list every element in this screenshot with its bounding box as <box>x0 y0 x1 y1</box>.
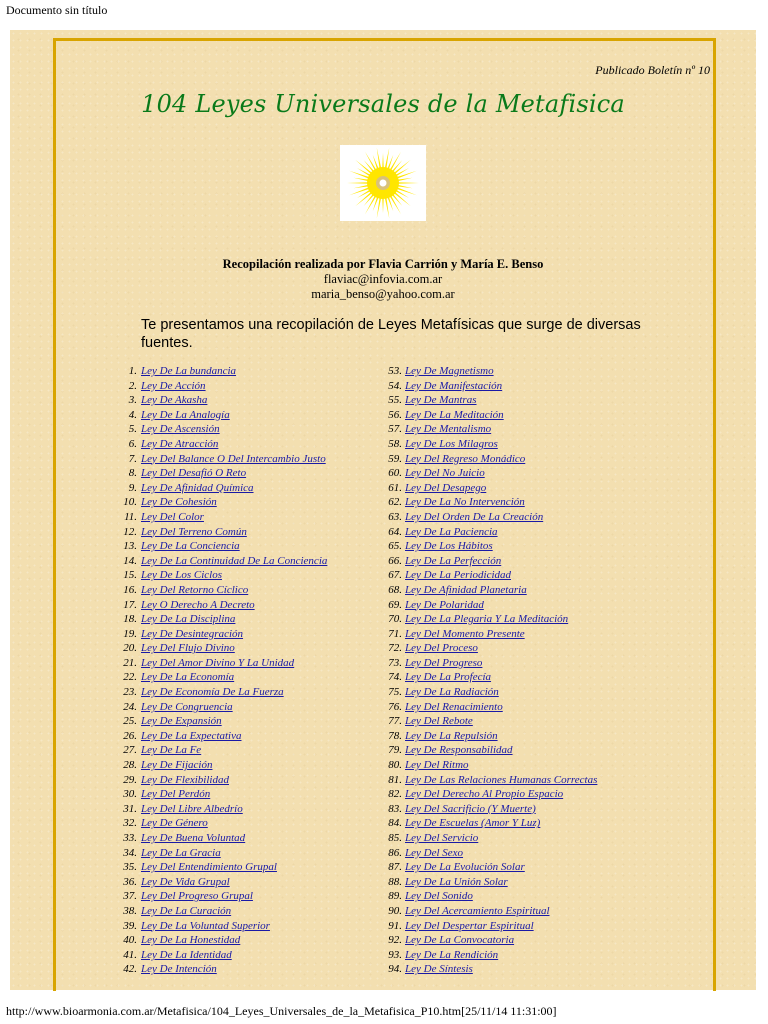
law-item <box>362 773 692 788</box>
law-number: 1. <box>128 365 137 377</box>
law-item <box>10 860 370 875</box>
law-item <box>362 525 692 540</box>
law-number: 82. <box>388 788 402 801</box>
law-number: 54. <box>388 379 402 392</box>
sun-icon <box>340 145 426 221</box>
law-item <box>362 408 692 423</box>
law-item <box>362 539 692 554</box>
email-link-1[interactable]: flaviac@infovia.com.ar <box>323 272 443 286</box>
law-item <box>362 583 692 598</box>
law-number: 3. <box>128 394 137 407</box>
law-item <box>362 466 692 481</box>
law-link[interactable]: Ley De Vida Grupal <box>141 875 230 888</box>
law-number: 85. <box>388 832 402 844</box>
law-link[interactable]: Ley De La Meditación <box>405 408 504 421</box>
law-link[interactable]: Ley De Los Ciclos <box>141 569 222 582</box>
law-link[interactable]: Ley Del Balance O Del Intercambio Justo <box>141 452 326 465</box>
law-link[interactable]: Ley De Manifestación <box>405 379 503 392</box>
law-number: 20. <box>123 642 137 655</box>
law-number: 19. <box>123 627 137 640</box>
law-link[interactable]: Ley De La Economía <box>141 671 235 684</box>
law-number: 71. <box>388 627 402 640</box>
law-link[interactable]: Ley De Magnetismo <box>405 365 494 377</box>
law-item <box>10 816 370 831</box>
law-number: 16. <box>123 583 137 596</box>
law-item <box>10 875 370 890</box>
law-number: 87. <box>388 861 402 874</box>
law-item <box>362 364 692 379</box>
law-item <box>10 714 370 729</box>
law-link[interactable]: Ley De La Analogía <box>141 408 230 421</box>
law-item <box>10 773 370 788</box>
law-link[interactable]: Ley Del Momento Presente <box>405 627 525 640</box>
law-item <box>10 729 370 744</box>
law-number: 86. <box>388 846 402 859</box>
law-link[interactable]: Ley De Mantras <box>405 394 477 407</box>
law-link[interactable]: Ley Del Desapego <box>405 481 487 494</box>
law-number: 56. <box>388 408 402 421</box>
law-link[interactable]: Ley De Síntesis <box>405 963 473 976</box>
authors-line: Recopilación realizada por Flavia Carrión y María E. Benso <box>222 257 544 271</box>
law-number: 39. <box>123 919 137 932</box>
law-number: 79. <box>388 744 402 757</box>
law-item <box>10 612 370 627</box>
law-link[interactable]: Ley Del Libre Albedrío <box>141 802 243 815</box>
law-link[interactable]: Ley De Economía De La Fuerza <box>141 686 284 699</box>
law-number: 29. <box>123 773 137 786</box>
law-item <box>362 919 692 934</box>
law-link[interactable]: Ley De La Perfección <box>405 554 502 567</box>
law-link[interactable]: Ley De Atracción <box>141 437 219 450</box>
law-link[interactable]: Ley De Género <box>141 817 208 830</box>
law-link[interactable]: Ley De La bundancia <box>141 365 237 377</box>
law-item <box>10 700 370 715</box>
law-link[interactable]: Ley De Afinidad Química <box>141 481 254 494</box>
law-number: 30. <box>123 788 137 801</box>
law-number: 83. <box>388 802 402 815</box>
law-link[interactable]: Ley De La Repulsión <box>405 729 498 742</box>
law-link[interactable]: Ley Del Entendimiento Grupal <box>141 861 277 874</box>
law-item <box>10 525 370 540</box>
law-link[interactable]: Ley Del Despertar Espiritual <box>405 919 534 932</box>
law-link[interactable]: Ley De La Fe <box>141 744 202 757</box>
law-link[interactable]: Ley Del Desafió O Reto <box>141 467 247 480</box>
law-number: 53. <box>388 365 402 377</box>
law-item <box>10 919 370 934</box>
law-item <box>362 554 692 569</box>
law-link[interactable]: Ley Del Renacimiento <box>405 700 503 713</box>
law-number: 9. <box>128 481 137 494</box>
law-link[interactable]: Ley De Buena Voluntad <box>141 832 246 844</box>
law-item <box>362 437 692 452</box>
law-item <box>362 422 692 437</box>
law-link[interactable]: Ley De La Voluntad Superior <box>141 919 270 932</box>
law-item <box>362 889 692 904</box>
law-link[interactable]: Ley Del Terreno Común <box>141 525 247 538</box>
law-number: 75. <box>388 686 402 699</box>
law-link[interactable]: Ley Del Rebote <box>405 715 473 728</box>
law-number: 24. <box>123 700 137 713</box>
law-link[interactable]: Ley De Ascensión <box>141 423 220 436</box>
law-link[interactable]: Ley De Las Relaciones Humanas Correctas <box>405 773 598 786</box>
law-item <box>362 846 692 861</box>
law-item <box>10 437 370 452</box>
law-item <box>362 948 692 963</box>
law-item <box>362 831 692 846</box>
law-item <box>10 364 370 379</box>
law-link[interactable]: Ley Del Regreso Monádico <box>405 452 526 465</box>
law-number: 58. <box>388 437 402 450</box>
law-link[interactable]: Ley De La Conciencia <box>141 540 240 553</box>
law-number: 11. <box>124 510 137 523</box>
law-number: 40. <box>123 934 137 947</box>
law-number: 91. <box>388 919 402 932</box>
law-link[interactable]: Ley Del Sonido <box>405 890 473 903</box>
law-number: 23. <box>123 686 137 699</box>
law-link[interactable]: Ley Del Acercamiento Espiritual <box>405 904 550 917</box>
law-number: 13. <box>123 540 137 553</box>
law-item <box>10 904 370 919</box>
law-item <box>10 598 370 613</box>
law-item <box>10 656 370 671</box>
law-item <box>10 802 370 817</box>
law-number: 31. <box>123 802 137 815</box>
law-number: 28. <box>123 759 137 772</box>
page-frame <box>10 30 756 990</box>
law-link[interactable]: Ley De La Expectativa <box>141 729 242 742</box>
law-number: 80. <box>388 759 402 772</box>
law-link[interactable]: Ley De La Paciencia <box>405 525 498 538</box>
law-link[interactable]: Ley De La Convocatoria <box>405 934 515 947</box>
sun-image <box>340 145 426 221</box>
law-item <box>362 598 692 613</box>
law-link[interactable]: Ley De Congruencia <box>141 700 233 713</box>
law-link[interactable]: Ley De La Evolución Solar <box>405 861 525 874</box>
law-link[interactable]: Ley De Intención <box>141 963 217 976</box>
law-number: 35. <box>123 861 137 874</box>
law-link[interactable]: Ley De Flexibilidad <box>141 773 229 786</box>
law-item <box>10 408 370 423</box>
law-number: 90. <box>388 904 402 917</box>
law-number: 63. <box>388 510 402 523</box>
law-item <box>362 700 692 715</box>
law-item <box>362 481 692 496</box>
law-link[interactable]: Ley De La Profecía <box>405 671 492 684</box>
law-link[interactable]: Ley Del Servicio <box>405 832 479 844</box>
law-item <box>10 846 370 861</box>
law-link[interactable]: Ley De Los Hábitos <box>405 540 493 553</box>
law-link[interactable]: Ley De La No Intervención <box>405 496 525 509</box>
law-item <box>362 860 692 875</box>
law-item <box>10 422 370 437</box>
law-number: 94. <box>388 963 402 976</box>
law-item <box>10 889 370 904</box>
law-link[interactable]: Ley De La Plegaria Y La Meditación <box>405 613 569 626</box>
credits-block <box>10 257 756 302</box>
law-link[interactable]: Ley De Fijación <box>141 759 213 772</box>
law-number: 25. <box>123 715 137 728</box>
law-link[interactable]: Ley Del Flujo Divino <box>141 642 235 655</box>
law-item <box>362 641 692 656</box>
law-link[interactable]: Ley De La Disciplina <box>141 613 236 626</box>
law-number: 26. <box>123 729 137 742</box>
law-link[interactable]: Ley O Derecho A Decreto <box>141 598 255 611</box>
law-item <box>10 787 370 802</box>
published-note: Publicado Boletín nº 10 <box>595 63 710 77</box>
law-item <box>362 714 692 729</box>
law-item <box>10 670 370 685</box>
law-item <box>10 962 370 977</box>
law-item <box>362 933 692 948</box>
law-number: 33. <box>123 832 137 844</box>
law-number: 12. <box>123 525 137 538</box>
law-item <box>10 510 370 525</box>
law-number: 36. <box>123 875 137 888</box>
law-number: 7. <box>128 452 137 465</box>
footer-url: http://www.bioarmonia.com.ar/Metafisica/104_Leyes_Universales_de_la_Metafisica_P10.htm[25/11/14 11:31:00] <box>6 1004 557 1018</box>
law-item <box>362 379 692 394</box>
law-link[interactable]: Ley De Responsabilidad <box>405 744 513 757</box>
law-number: 70. <box>388 613 402 626</box>
law-link[interactable]: Ley Del Progreso <box>405 656 483 669</box>
law-link[interactable]: Ley De Akasha <box>141 394 208 407</box>
law-link[interactable]: Ley Del Perdón <box>141 788 211 801</box>
law-item <box>362 787 692 802</box>
law-link[interactable]: Ley Del Proceso <box>405 642 478 655</box>
law-link[interactable]: Ley De Expansión <box>141 715 222 728</box>
law-item <box>10 466 370 481</box>
law-number: 17. <box>123 598 137 611</box>
law-number: 73. <box>388 656 402 669</box>
law-link[interactable]: Ley Del Ritmo <box>405 759 469 772</box>
law-item <box>10 554 370 569</box>
law-number: 72. <box>388 642 402 655</box>
page-title: 104 Leyes Universales de la Metafisica <box>141 90 625 118</box>
law-number: 61. <box>388 481 402 494</box>
law-number: 84. <box>388 817 402 830</box>
law-number: 6. <box>128 437 137 450</box>
law-item <box>10 685 370 700</box>
law-link[interactable]: Ley De La Identidad <box>141 948 232 961</box>
law-number: 81. <box>388 773 402 786</box>
law-item <box>10 758 370 773</box>
law-link[interactable]: Ley Del Sexo <box>405 846 464 859</box>
law-number: 32. <box>123 817 137 830</box>
law-number: 2. <box>128 379 137 392</box>
law-number: 69. <box>388 598 402 611</box>
law-link[interactable]: Ley De La Honestidad <box>141 934 241 947</box>
law-item <box>362 729 692 744</box>
law-item <box>362 962 692 977</box>
law-number: 77. <box>388 715 402 728</box>
law-number: 42. <box>123 963 137 976</box>
email-link-2[interactable]: maria_benso@yahoo.com.ar <box>311 287 455 301</box>
law-number: 67. <box>388 569 402 582</box>
law-item <box>362 656 692 671</box>
law-number: 10. <box>123 496 137 509</box>
browser-page-title: Documento sin título <box>6 3 108 17</box>
laws-list-left <box>10 364 370 977</box>
law-number: 38. <box>123 904 137 917</box>
law-number: 78. <box>388 729 402 742</box>
law-item <box>10 379 370 394</box>
law-item <box>362 758 692 773</box>
law-link[interactable]: Ley Del Retorno Cíclico <box>141 583 249 596</box>
law-number: 14. <box>123 554 137 567</box>
law-item <box>10 481 370 496</box>
law-link[interactable]: Ley De Escuelas (Amor Y Luz) <box>405 817 541 830</box>
law-number: 4. <box>128 408 137 421</box>
law-link[interactable]: Ley Del No Juicio <box>405 467 485 480</box>
law-link[interactable]: Ley De Desintegración <box>141 627 244 640</box>
law-number: 68. <box>388 583 402 596</box>
law-link[interactable]: Ley Del Amor Divino Y La Unidad <box>141 656 295 669</box>
law-number: 57. <box>388 423 402 436</box>
law-link[interactable]: Ley Del Derecho Al Propio Espacio <box>405 788 564 801</box>
law-number: 59. <box>388 452 402 465</box>
law-number: 65. <box>388 540 402 553</box>
law-item <box>10 393 370 408</box>
law-item <box>362 670 692 685</box>
law-item <box>10 831 370 846</box>
law-item <box>10 568 370 583</box>
law-item <box>362 612 692 627</box>
law-link[interactable]: Ley De Cohesión <box>141 496 217 509</box>
law-item <box>10 452 370 467</box>
law-item <box>10 539 370 554</box>
law-item <box>362 568 692 583</box>
law-item <box>10 933 370 948</box>
law-link[interactable]: Ley De La Gracia <box>141 846 221 859</box>
law-number: 41. <box>123 948 137 961</box>
law-item <box>10 627 370 642</box>
law-link[interactable]: Ley Del Progreso Grupal <box>141 890 253 903</box>
law-item <box>362 685 692 700</box>
law-link[interactable]: Ley De Mentalismo <box>405 423 492 436</box>
law-link[interactable]: Ley De La Rendición <box>405 948 499 961</box>
law-item <box>10 495 370 510</box>
law-number: 76. <box>388 700 402 713</box>
law-item <box>10 948 370 963</box>
law-link[interactable]: Ley De Polaridad <box>405 598 484 611</box>
law-item <box>10 641 370 656</box>
law-link[interactable]: Ley De Afinidad Planetaria <box>405 583 527 596</box>
law-link[interactable]: Ley Del Color <box>141 510 204 523</box>
law-number: 37. <box>123 890 137 903</box>
law-link[interactable]: Ley De La Radiación <box>405 686 499 699</box>
law-link[interactable]: Ley De La Continuidad De La Conciencia <box>141 554 328 567</box>
law-number: 21. <box>123 656 137 669</box>
law-number: 27. <box>123 744 137 757</box>
law-number: 60. <box>388 467 402 480</box>
law-number: 15. <box>123 569 137 582</box>
laws-list-right <box>362 364 692 977</box>
law-link[interactable]: Ley De Los Milagros <box>405 437 498 450</box>
law-item <box>362 904 692 919</box>
law-item <box>362 452 692 467</box>
law-link[interactable]: Ley Del Orden De La Creación <box>405 510 544 523</box>
law-number: 55. <box>388 394 402 407</box>
intro-paragraph: Te presentamos una recopilación de Leyes Metafísicas que surge de diversas fuentes. <box>141 317 641 351</box>
law-link[interactable]: Ley De Acción <box>141 379 206 392</box>
law-link[interactable]: Ley De La Periodicidad <box>405 569 512 582</box>
law-number: 34. <box>123 846 137 859</box>
law-number: 92. <box>388 934 402 947</box>
law-number: 89. <box>388 890 402 903</box>
law-item <box>362 510 692 525</box>
law-item <box>362 393 692 408</box>
law-number: 22. <box>123 671 137 684</box>
law-item <box>10 743 370 758</box>
law-number: 93. <box>388 948 402 961</box>
law-item <box>362 627 692 642</box>
law-number: 66. <box>388 554 402 567</box>
law-number: 74. <box>388 671 402 684</box>
law-item <box>362 816 692 831</box>
law-number: 5. <box>128 423 137 436</box>
law-link[interactable]: Ley De La Unión Solar <box>405 875 508 888</box>
law-number: 8. <box>128 467 137 480</box>
law-item <box>362 802 692 817</box>
law-item <box>10 583 370 598</box>
law-link[interactable]: Ley Del Sacrificio (Y Muerte) <box>405 802 536 815</box>
law-item <box>362 875 692 890</box>
law-number: 64. <box>388 525 402 538</box>
law-item <box>362 743 692 758</box>
law-item <box>362 495 692 510</box>
law-number: 62. <box>388 496 402 509</box>
law-number: 18. <box>123 613 137 626</box>
law-number: 88. <box>388 875 402 888</box>
law-link[interactable]: Ley De La Curación <box>141 904 232 917</box>
